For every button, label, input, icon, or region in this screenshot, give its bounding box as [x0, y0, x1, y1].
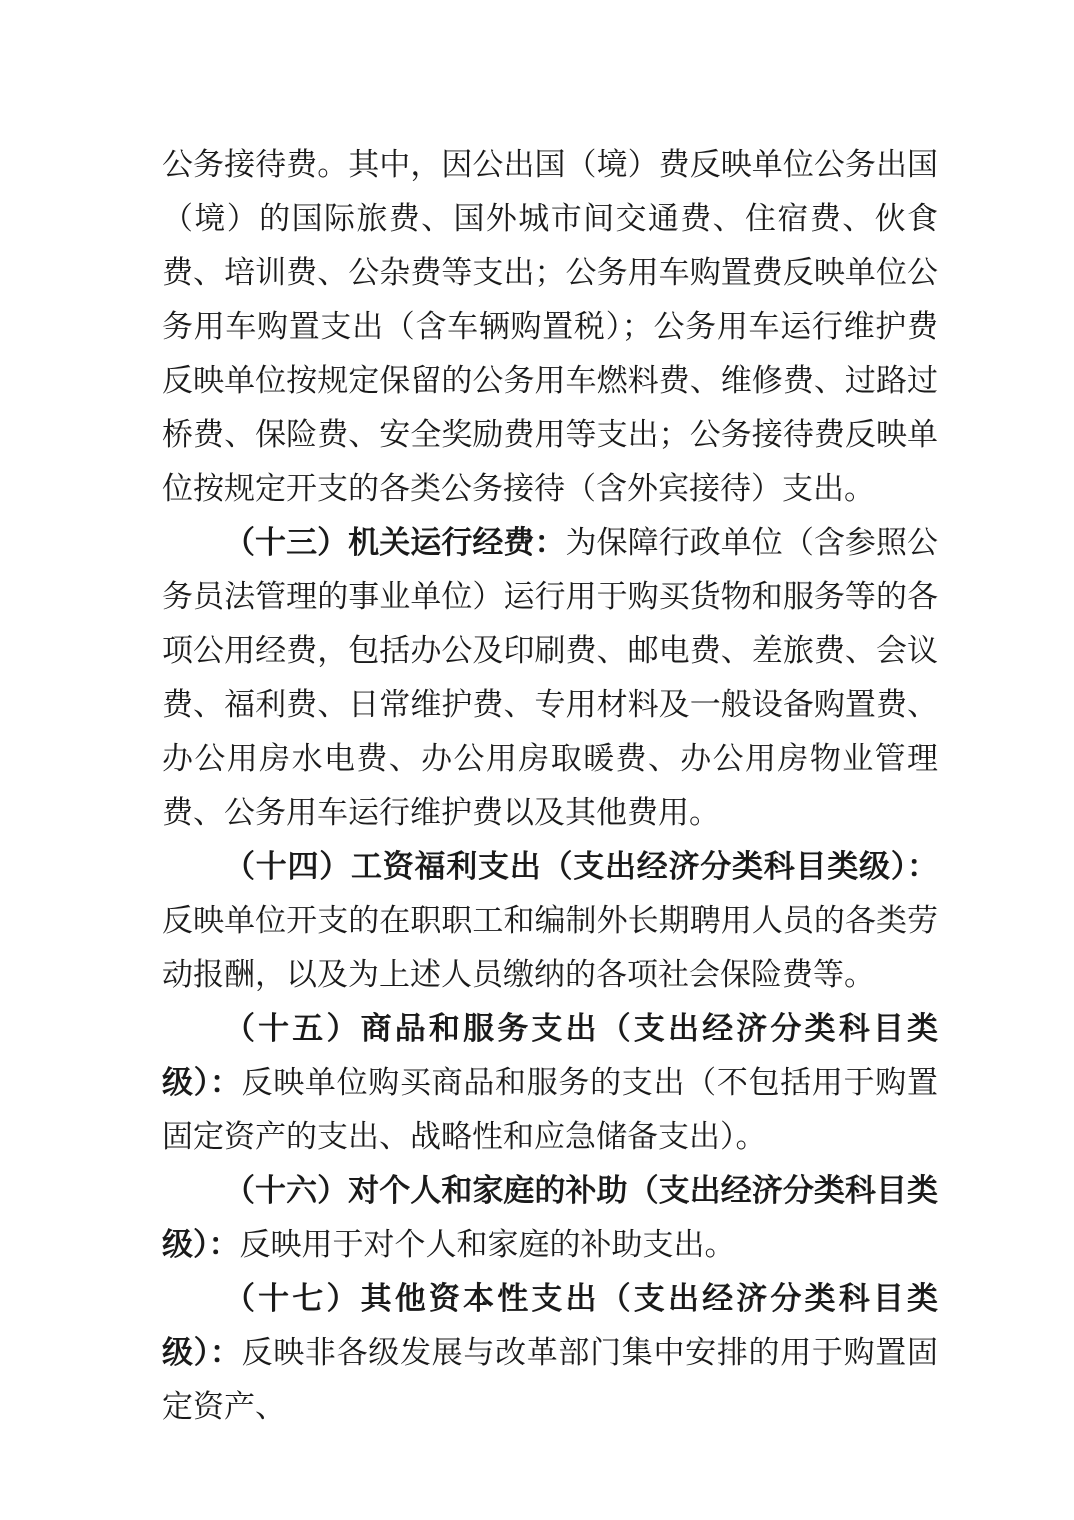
body-text-run: 反映单位开支的在职职工和编制外长期聘用人员的各类劳动报酬，以及为上述人员缴纳的各项社会保险费等。: [162, 903, 938, 992]
section-heading-run: （十七）其他资本性支出（支出经济分类科目类级）：: [162, 1281, 938, 1370]
section-heading-run: （十六）对个人和家庭的补助（支出经济分类科目类级）：: [162, 1173, 938, 1262]
body-text-run: 反映用于对个人和家庭的补助支出。: [239, 1227, 736, 1262]
para-item-15: [162, 1002, 938, 1164]
body-text-run: 反映单位购买商品和服务的支出（不包括用于购置固定资产的支出、战略性和应急储备支出）。: [162, 1065, 938, 1154]
body-text-run: 为保障行政单位（含参照公务员法管理的事业单位）运行用于购买货物和服务等的各项公用经费，包括办公及印刷费、邮电费、差旅费、会议费、福利费、日常维护费、专用材料及一般设备购置费、办公用房水电费、办公用房取暖费、办公用房物业管理费、公务用车运行维护费以及其他费用。: [162, 525, 938, 830]
section-heading-run: （十三）机关运行经费：: [224, 525, 566, 560]
para-item-13: [162, 516, 938, 840]
section-heading-run: （十四）工资福利支出（支出经济分类科目类级）：: [224, 849, 938, 884]
body-text-run: 公务接待费。其中，因公出国（境）费反映单位公务出国（境）的国际旅费、国外城市间交通费、住宿费、伙食费、培训费、公杂费等支出；公务用车购置费反映单位公务用车购置支出（含车辆购置税）；公务用车运行维护费反映单位按规定保留的公务用车燃料费、维修费、过路过桥费、保险费、安全奖励费用等支出；公务接待费反映单位按规定开支的各类公务接待（含外宾接待）支出。: [162, 147, 938, 506]
section-heading-run: （十五）商品和服务支出（支出经济分类科目类级）：: [162, 1011, 938, 1100]
para-item-16: [162, 1164, 938, 1272]
body-text-run: 反映非各级发展与改革部门集中安排的用于购置固定资产、: [162, 1335, 938, 1424]
para-sangong-continuation: [162, 138, 938, 516]
para-item-14: [162, 840, 938, 1002]
document-body: [162, 138, 938, 1434]
para-item-17: [162, 1272, 938, 1434]
